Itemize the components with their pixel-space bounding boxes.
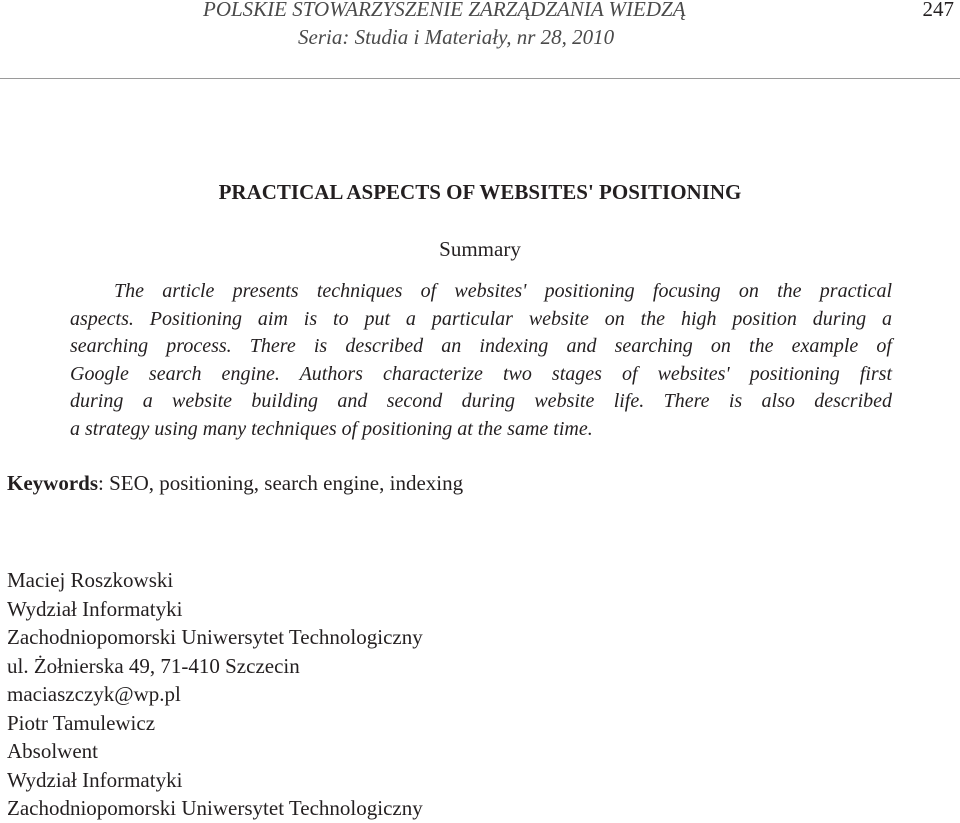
running-header-association: POLSKIE STOWARZYSZENIE ZARZĄDZANIA WIEDZĄ bbox=[203, 0, 686, 21]
abstract-line: Google search engine. Authors characterize two stages of websites' positioning first bbox=[70, 362, 892, 385]
author-name: Maciej Roszkowski bbox=[7, 568, 174, 592]
author-address: ul. Żołnierska 49, 71-410 Szczecin bbox=[7, 653, 300, 678]
keywords-line bbox=[7, 471, 463, 496]
author-university: Zachodniopomorski Uniwersytet Technologiczny bbox=[7, 625, 423, 649]
abstract-line: The article presents techniques of websites' positioning focusing on the practical bbox=[114, 280, 892, 302]
article-title: PRACTICAL ASPECTS OF WEBSITES' POSITIONING bbox=[218, 180, 742, 204]
running-header-series: Seria: Studia i Materiały, nr 28, 2010 bbox=[298, 25, 615, 49]
author-faculty: Wydział Informatyki bbox=[7, 596, 183, 621]
page-number: 247 bbox=[922, 0, 954, 21]
keywords-list: : SEO, positioning, search engine, indexing bbox=[98, 471, 464, 495]
author-university: Zachodniopomorski Uniwersytet Technologiczny bbox=[7, 796, 423, 820]
author-name: Piotr Tamulewicz bbox=[7, 710, 156, 735]
author-status: Absolwent bbox=[7, 739, 98, 763]
abstract-paragraph bbox=[70, 278, 892, 443]
keywords-label: Keywords bbox=[7, 471, 98, 495]
author-affiliations bbox=[7, 566, 423, 823]
abstract-line: aspects. Positioning aim is to put a particular website on the high position during a bbox=[70, 307, 892, 330]
author-email: maciaszczyk@wp.pl bbox=[7, 682, 181, 706]
header-divider bbox=[0, 78, 960, 79]
abstract-line: searching process. There is described an indexing and searching on the example of bbox=[70, 335, 892, 357]
summary-heading: Summary bbox=[439, 237, 521, 261]
abstract-line: during a website building and second during website life. There is also described bbox=[70, 390, 892, 412]
abstract-line: a strategy using many techniques of positioning at the same time. bbox=[70, 417, 593, 440]
author-faculty: Wydział Informatyki bbox=[7, 767, 183, 792]
